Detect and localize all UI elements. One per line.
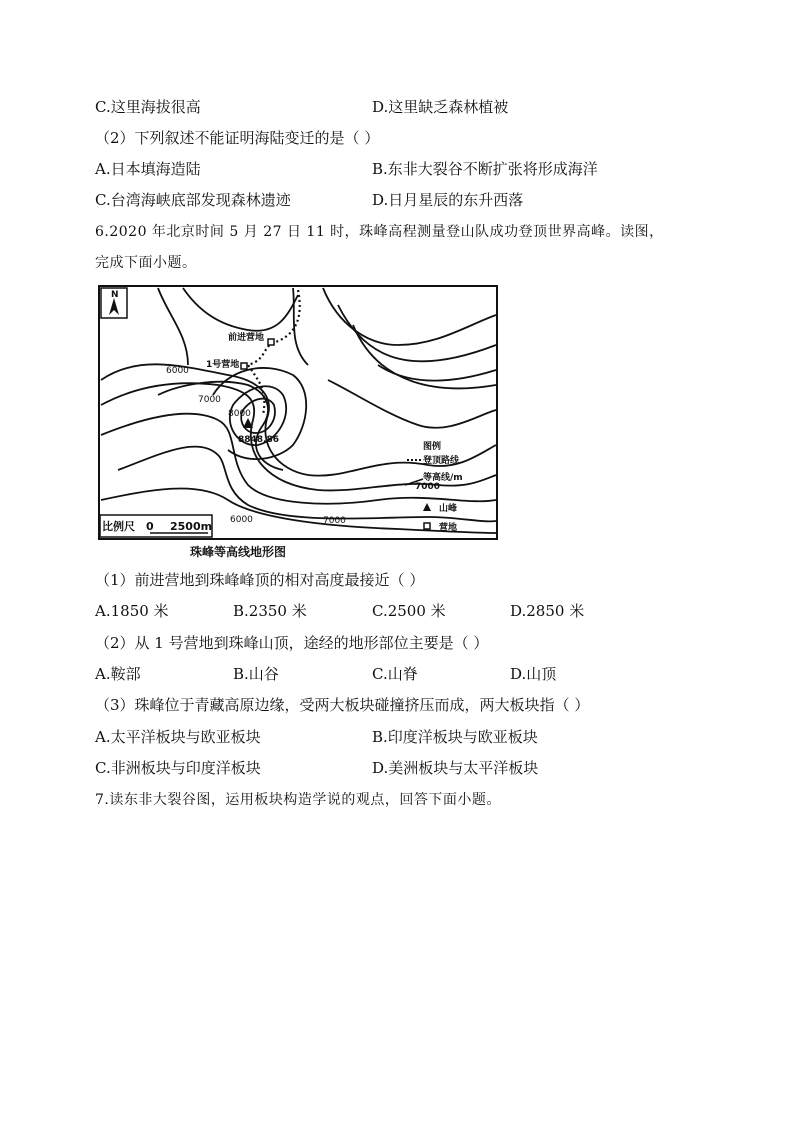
contour-label-7000-top: 7000 — [198, 395, 221, 405]
q6-sub1-stem: （1）前进营地到珠峰峰顶的相对高度最接近（ ） — [95, 571, 425, 589]
q6-sub3-option-b: B.印度洋板块与欧亚板块 — [372, 728, 538, 746]
q6-sub3-option-d: D.美洲板块与太平洋板块 — [372, 759, 539, 777]
contour-label-7000-bottom: 7000 — [323, 516, 346, 526]
contour-label-6000-bottom: 6000 — [230, 515, 253, 525]
q5-option-d: D.这里缺乏森林植被 — [372, 98, 509, 116]
contour-label-6000-top: 6000 — [166, 366, 189, 376]
q6-sub1-option-c: C.2500 米 — [372, 602, 446, 620]
q6-sub3-stem: （3）珠峰位于青藏高原边缘，受两大板块碰撞挤压而成，两大板块指（ ） — [95, 696, 590, 714]
q6-sub1-option-d: D.2850 米 — [510, 602, 585, 620]
q6-sub1-option-b: B.2350 米 — [233, 602, 307, 620]
legend-title: 图例 — [423, 442, 442, 452]
legend-camp: 营地 — [439, 523, 458, 533]
q6-sub3-option-a: A.太平洋板块与欧亚板块 — [95, 728, 261, 746]
q6-sub2-option-b: B.山谷 — [233, 665, 279, 683]
legend-peak-icon — [423, 503, 431, 511]
q6-sub2-option-d: D.山顶 — [510, 665, 557, 683]
front-camp-icon — [268, 339, 274, 345]
legend-contour: 等高线/m — [423, 473, 463, 483]
q5-sub2-option-d: D.日月星辰的东升西落 — [372, 191, 524, 209]
map-legend — [405, 435, 515, 545]
q6-stem-line1: 6.2020 年北京时间 5 月 27 日 11 时，珠峰高程测量登山队成功登顶世界高峰。读图， — [95, 224, 664, 240]
legend-route: 登顶路线 — [423, 456, 460, 466]
summit-elevation-label: 8848.86 — [238, 435, 279, 445]
camp-1-icon — [241, 363, 247, 369]
q6-sub2-option-a: A.鞍部 — [95, 665, 141, 683]
q5-option-c: C.这里海拔很高 — [95, 98, 201, 116]
scale-value: 2500m — [170, 520, 213, 533]
q5-sub2-stem: （2）下列叙述不能证明海陆变迁的是（ ） — [95, 129, 380, 147]
q5-sub2-option-a: A.日本填海造陆 — [95, 160, 201, 178]
camp-1-label: 1号营地 — [206, 360, 240, 370]
scale-label: 比例尺 — [102, 520, 135, 533]
front-camp-label: 前进营地 — [228, 333, 265, 343]
north-label: N — [111, 290, 119, 300]
legend-contour-value: 7000 — [415, 482, 441, 492]
q6-sub3-option-c: C.非洲板块与印度洋板块 — [95, 759, 261, 777]
map-caption: 珠峰等高线地形图 — [190, 545, 287, 559]
q6-sub1-option-a: A.1850 米 — [95, 602, 169, 620]
q6-sub2-stem: （2）从 1 号营地到珠峰山顶，途经的地形部位主要是（ ） — [95, 634, 489, 652]
contour-label-8000: 8000 — [228, 409, 251, 419]
q6-stem-line2: 完成下面小题。 — [95, 255, 197, 271]
q6-sub2-option-c: C.山脊 — [372, 665, 418, 683]
q7-stem: 7.读东非大裂谷图，运用板块构造学说的观点，回答下面小题。 — [95, 792, 501, 808]
legend-camp-icon — [424, 523, 430, 529]
q5-sub2-option-b: B.东非大裂谷不断扩张将形成海洋 — [372, 160, 598, 178]
scale-zero: 0 — [146, 520, 154, 533]
q5-sub2-option-c: C.台湾海峡底部发现森林遗迹 — [95, 191, 291, 209]
legend-peak: 山峰 — [439, 504, 458, 514]
